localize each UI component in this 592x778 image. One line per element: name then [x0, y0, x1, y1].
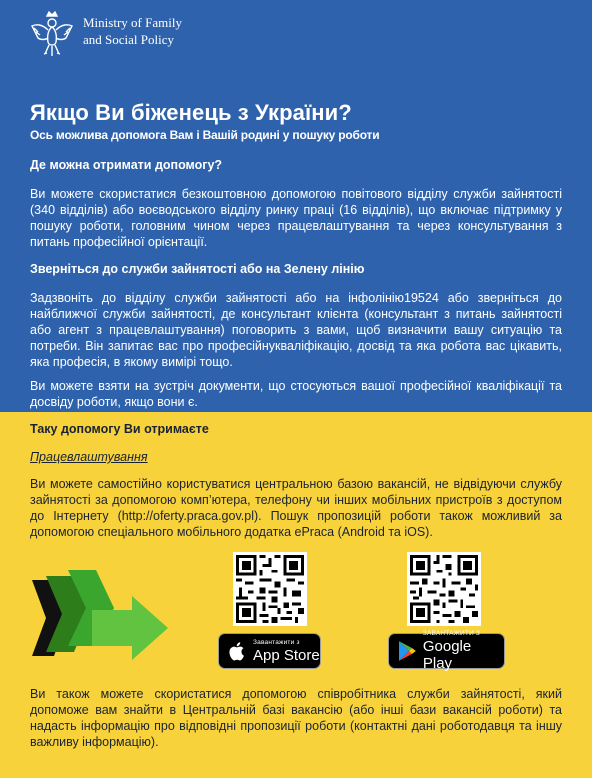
qr-code-googleplay[interactable]	[407, 552, 481, 626]
ministry-name-line2: and Social Policy	[83, 32, 174, 47]
ministry-logo	[30, 10, 182, 58]
qr-code-icon	[233, 552, 307, 626]
arrows-graphic	[30, 566, 172, 662]
ministry-name-line1: Ministry of Family	[83, 15, 182, 30]
section3-heading: Таку допомогу Ви отримаєте	[30, 422, 209, 436]
qr-code-appstore[interactable]	[233, 552, 307, 626]
section1-heading: Де можна отримати допомогу?	[30, 158, 223, 172]
google-play-icon	[397, 640, 417, 662]
app-store-label: App Store	[253, 646, 320, 664]
section2-text1: Задзвоніть до відділу служби зайнятості або на інфолінію19524 або зверніться до найближчої служби зайнятості, де консультант клієнта (консультант з питань зайнятості або агент з працевлаштування) поговорить з вами, щоб визначити вашу ситуацію та потреби. Він запитає вас про професійнукваліфікацію, досвід та яка робота вас цікавить, яка професія, в якому вимірі тощо.	[30, 291, 562, 369]
google-play-label: Google Play	[422, 638, 472, 672]
section1-text: Ви можете скористатися безкоштовною допомогою повітового відділу служби зайнятості (340 відділів) або воєводського відділу ринку праці (16 відділів), що включає підтримку у пошуку роботи, головним чином через працевлаштування та через консультування з питань професійної орієнтації.	[30, 187, 562, 249]
polish-eagle-icon	[30, 10, 74, 58]
page-title: Якщо Ви біженець з України?	[30, 100, 352, 125]
section3-subheading: Працевлаштування	[30, 450, 148, 464]
app-store-button[interactable]	[218, 633, 321, 669]
qr-code-icon	[407, 552, 481, 626]
google-play-button[interactable]	[388, 630, 505, 672]
section3-text1: Ви можете самостійно користуватися центральною базою вакансій, не відвідуючи службу зайнятості за допомогою комп’ютера, телефону чи інших мобільних пристроїв з доступом до Інтернету (http://oferty.praca.gov.pl). Пошук пропозицій роботи також можливий за допомогою спеціального мобільного додатка ePraca (Android та iOS).	[30, 477, 562, 539]
section2-text2: Ви можете взяти на зустріч документи, що стосуються вашої професійної кваліфікації та досвіду роботи, якщо вони є.	[30, 379, 562, 409]
section2-heading: Зверніться до служби зайнятості або на Зелену лінію	[30, 262, 365, 276]
apple-icon	[227, 640, 247, 662]
section3-text2: Ви також можете скористатися допомогою співробітника служби зайнятості, який допоможе вам знайти в Центральній базі вакансію (або інші бази вакансій роботи) та надасть інформацію про відповідні пропозиції роботи (контактні дані роботодавця та іншу важливу інформацію).	[30, 687, 562, 749]
page-subtitle: Ось можлива допомога Вам і Вашій родині у пошуку роботи	[30, 128, 380, 142]
google-play-small-label: ЗАВАНТАЖИТИ З	[422, 630, 481, 637]
app-store-small-label: Завантажити з	[253, 638, 300, 646]
